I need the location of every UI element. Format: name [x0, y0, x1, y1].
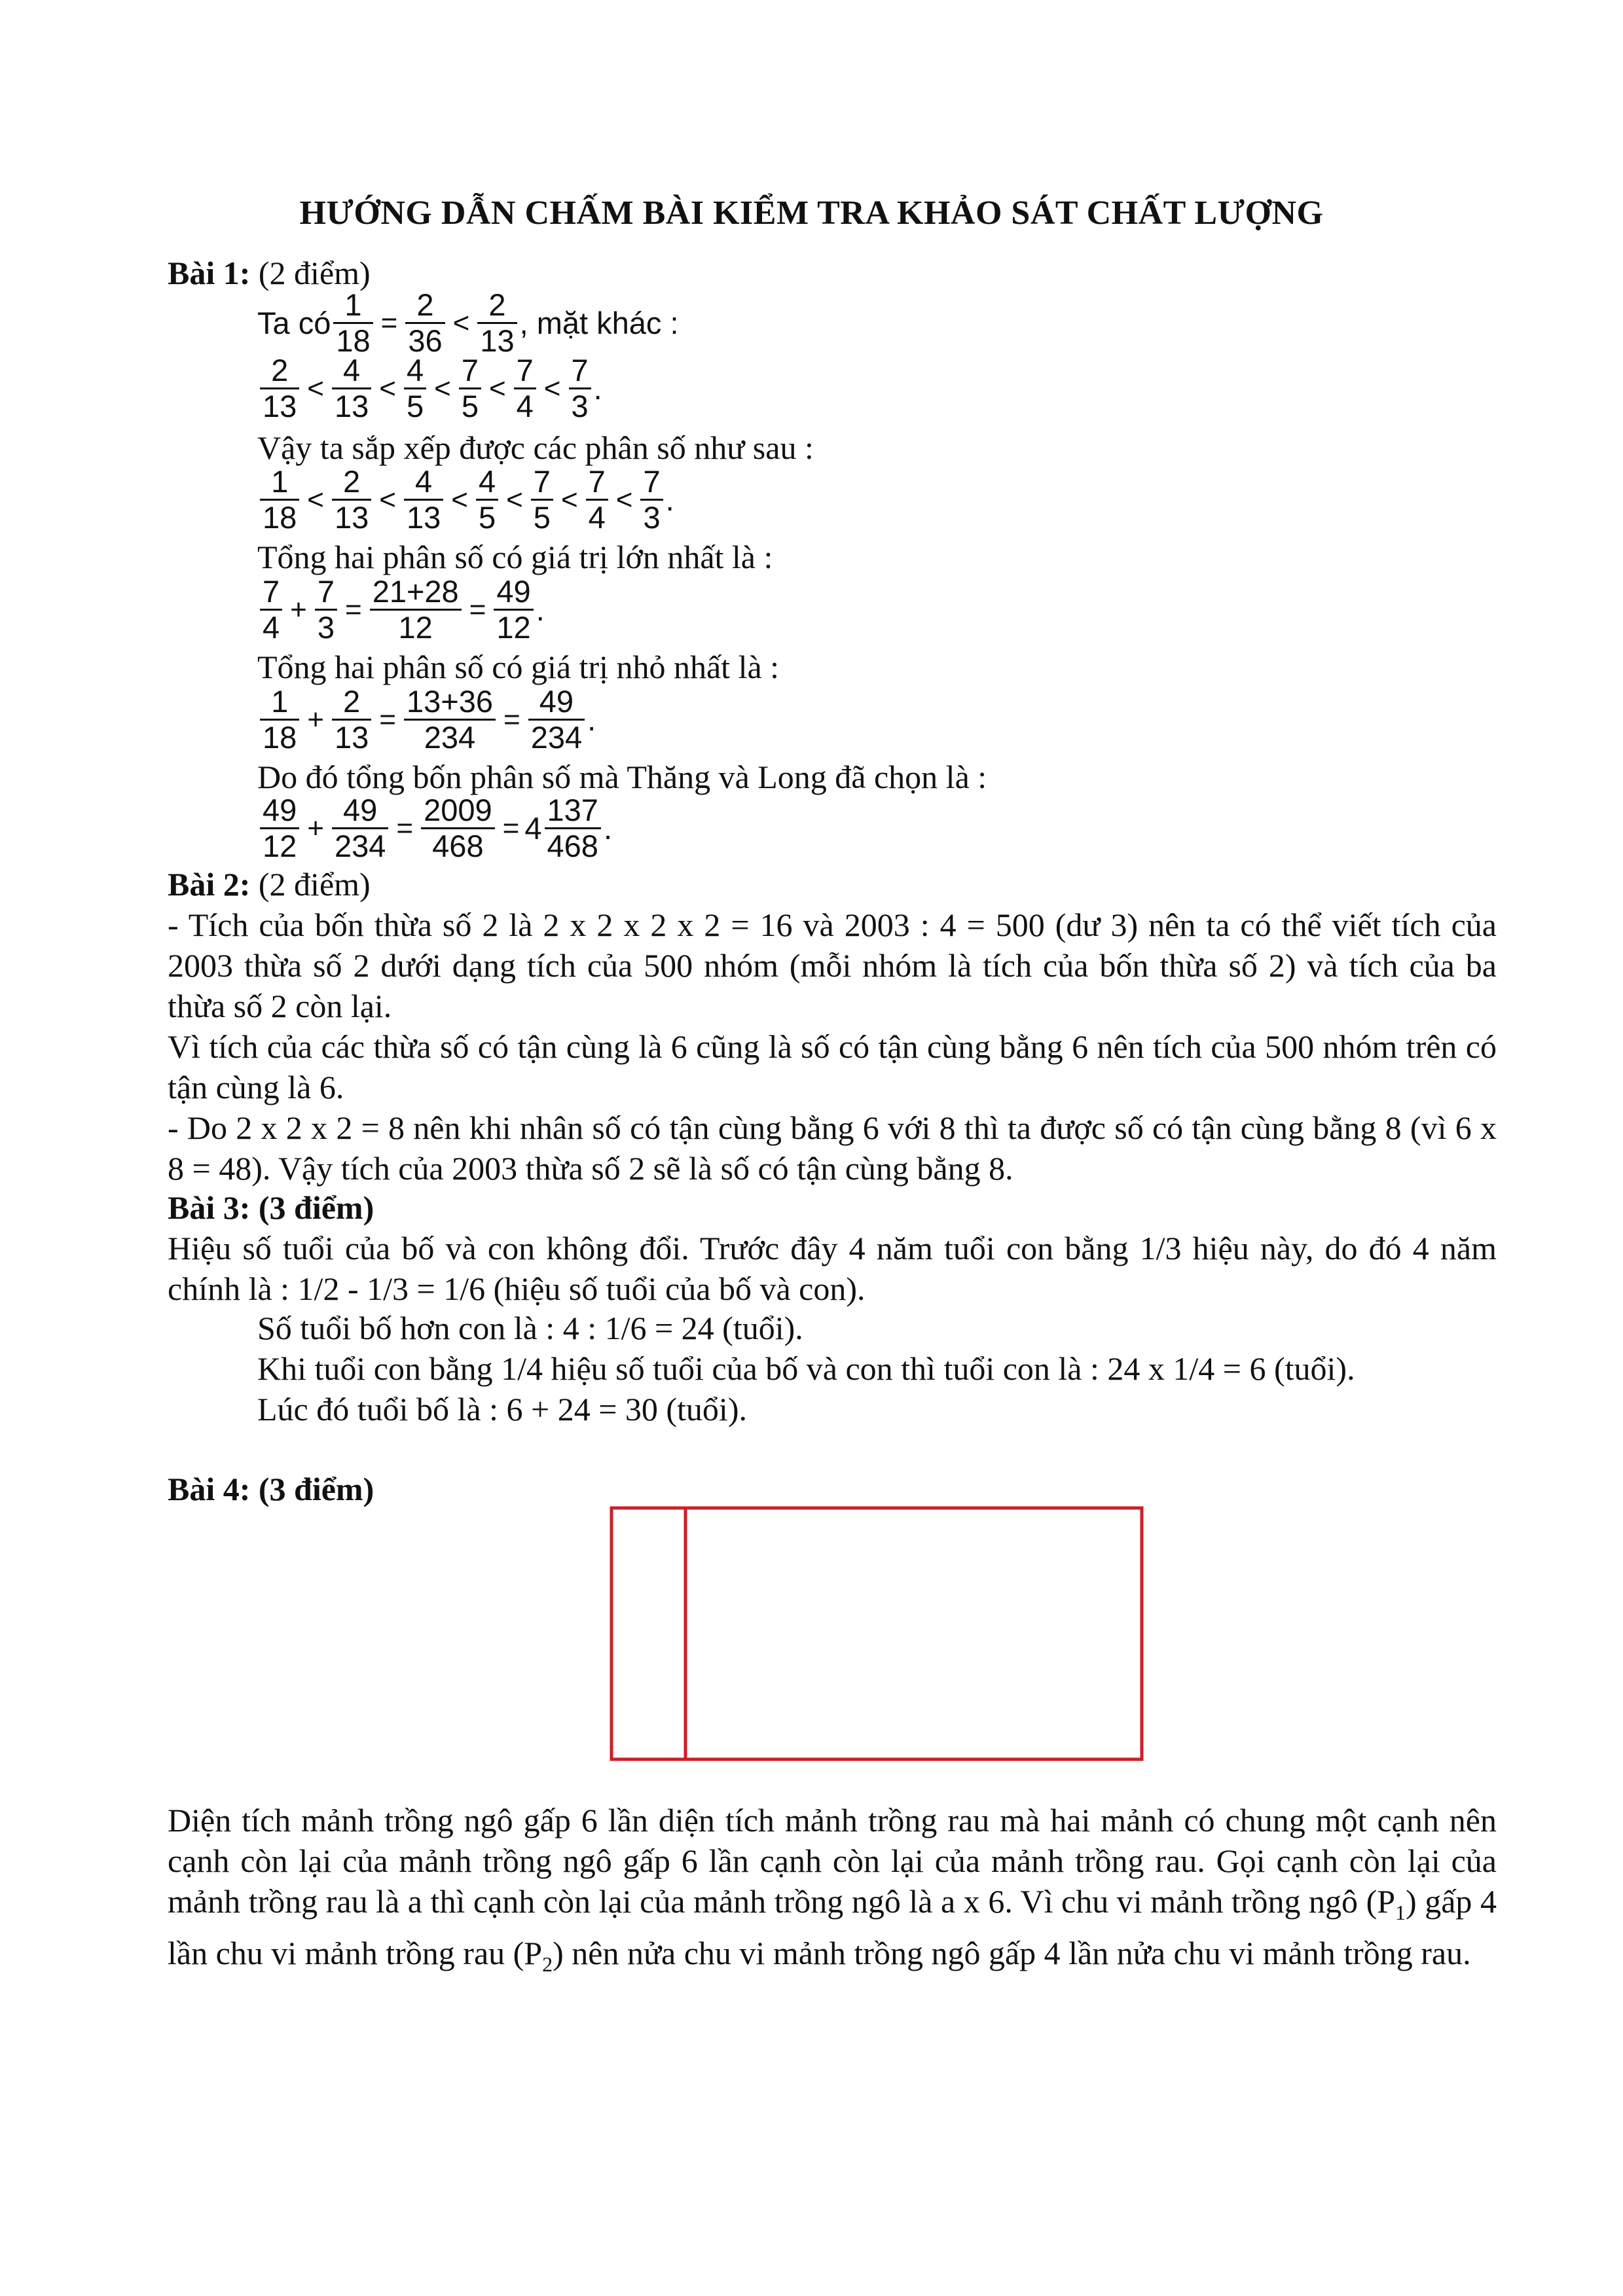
bai3-line-2: Khi tuổi con bằng 1/4 hiệu số tuổi của bố và con thì tuổi con là : 24 x 1/4 = 6 (tuổi). [257, 1350, 1355, 1387]
page-title: HƯỚNG DẪN CHẤM BÀI KIỂM TRA KHẢO SÁT CHẤT LƯỢNG [299, 194, 1324, 232]
bai1-max-line: $\frac{7}{4}$ + $\frac{7}{3}$ = $\frac{21+28}{12}$ = $\frac{49}{12}$ . [257, 575, 545, 645]
bai2-heading [168, 865, 371, 903]
bai1-min-line: $\frac{1}{18}$ + $\frac{2}{13}$ = $\frac{13+36}{234}$ = $\frac{49}{234}$ . [257, 685, 596, 755]
bai1-order-text: Vậy ta sắp xếp được các phân số như sau : [257, 429, 814, 466]
bai4-label: Bài 4: (3 điểm) [168, 1471, 374, 1507]
bai1-label: Bài 1: [168, 255, 251, 291]
bai4-paragraph: Diện tích mảnh trồng ngô gấp 6 lần diện tích mảnh trồng rau mà hai mảnh có chung một cạnh nên cạnh còn lại của mảnh trồng ngô gấp 6 lần cạnh còn lại của mảnh trồng rau. Gọi cạnh còn lại của mảnh trồng rau là a thì cạnh còn lại của mảnh trồng ngô là a x 6. Vì chu vi mảnh trồng ngô $(P_1)$ gấp 4 lần chu vi mảnh trồng rau $(P_2)$ nên nửa chu vi mảnh trồng ngô gấp 4 lần nửa chu vi mảnh trồng rau. [168, 1802, 1497, 1976]
field-outline [611, 1508, 1142, 1759]
bai3-label: Bài 3: (3 điểm) [168, 1189, 374, 1226]
bai1-min-text: Tổng hai phân số có giá trị nhỏ nhất là : [257, 649, 780, 685]
bai1-line1-prefix: Ta có [257, 306, 331, 340]
bai1-total-line: $\frac{49}{12}$ + $\frac{49}{234}$ = $\frac{2009}{468}$ = 4 $\frac{137}{468}$ . [257, 793, 612, 863]
bai2-paragraph-1: - Tích của bốn thừa số 2 là 2 x 2 x 2 x 2 = 16 và 2003 : 4 = 500 (dư 3) nên ta có thể viết tích của 2003 thừa số 2 dưới dạng tích của 500 nhóm (mỗi nhóm là tích của bốn thừa số 2) và tích của ba thừa số 2 còn lại. [168, 906, 1497, 1024]
bai2-paragraph-3: - Do 2 x 2 x 2 = 8 nên khi nhân số có tận cùng bằng 6 với 8 thì ta được số có tận cùng bằng 8 (vì 6 x 8 = 48). Vậy tích của 2003 thừa số 2 sẽ là số có tận cùng bằng 8. [168, 1109, 1497, 1187]
mixed-whole: 4 [524, 811, 542, 846]
bai1-order-line: $\frac{1}{18}$ < $\frac{2}{13}$ < $\frac{4}{13}$ < $\frac{4}{5}$ < $\frac{7}{5}$ < $\frac{7}{4}$ < $\frac{7}{3}$ . [257, 465, 674, 535]
bai2-paragraph-2: Vì tích của các thừa số có tận cùng là 6 cũng là số có tận cùng bằng 6 nên tích của 500 nhóm trên có tận cùng là 6. [168, 1028, 1497, 1105]
bai1-line1-suffix: , mặt khác : [519, 306, 679, 340]
bai2-points: (2 điểm) [258, 866, 371, 903]
bai1-line2: $\frac{2}{13}$ < $\frac{4}{13}$ < $\frac{4}{5}$ < $\frac{7}{5}$ < $\frac{7}{4}$ < $\frac{7}{3}$ . [257, 353, 602, 423]
bai1-total-text: Do đó tổng bốn phân số mà Thăng và Long đã chọn là : [257, 759, 987, 795]
bai3-line-1: Số tuổi bố hơn con là : 4 : 1/6 = 24 (tuổi). [257, 1310, 803, 1346]
field-diagram [609, 1505, 1146, 1767]
bai1-max-text: Tổng hai phân số có giá trị lớn nhất là : [257, 539, 773, 575]
bai1-line1: Ta có $\frac{1}{18}$ = $\frac{2}{36}$ < $\frac{2}{13}$ , mặt khác : [257, 287, 679, 358]
bai3-paragraph: Hiệu số tuổi của bố và con không đổi. Trước đây 4 năm tuổi con bằng 1/3 hiệu này, do đó 4 năm chính là : 1/2 - 1/3 = 1/6 (hiệu số tuổi của bố và con). [168, 1230, 1497, 1307]
bai3-heading [168, 1189, 374, 1227]
bai1-heading [168, 254, 371, 292]
bai2-label: Bài 2: [168, 866, 251, 903]
bai1-points: (2 điểm) [258, 255, 371, 291]
bai4-heading [168, 1470, 374, 1508]
bai3-line-3: Lúc đó tuổi bố là : 6 + 24 = 30 (tuổi). [257, 1391, 747, 1427]
